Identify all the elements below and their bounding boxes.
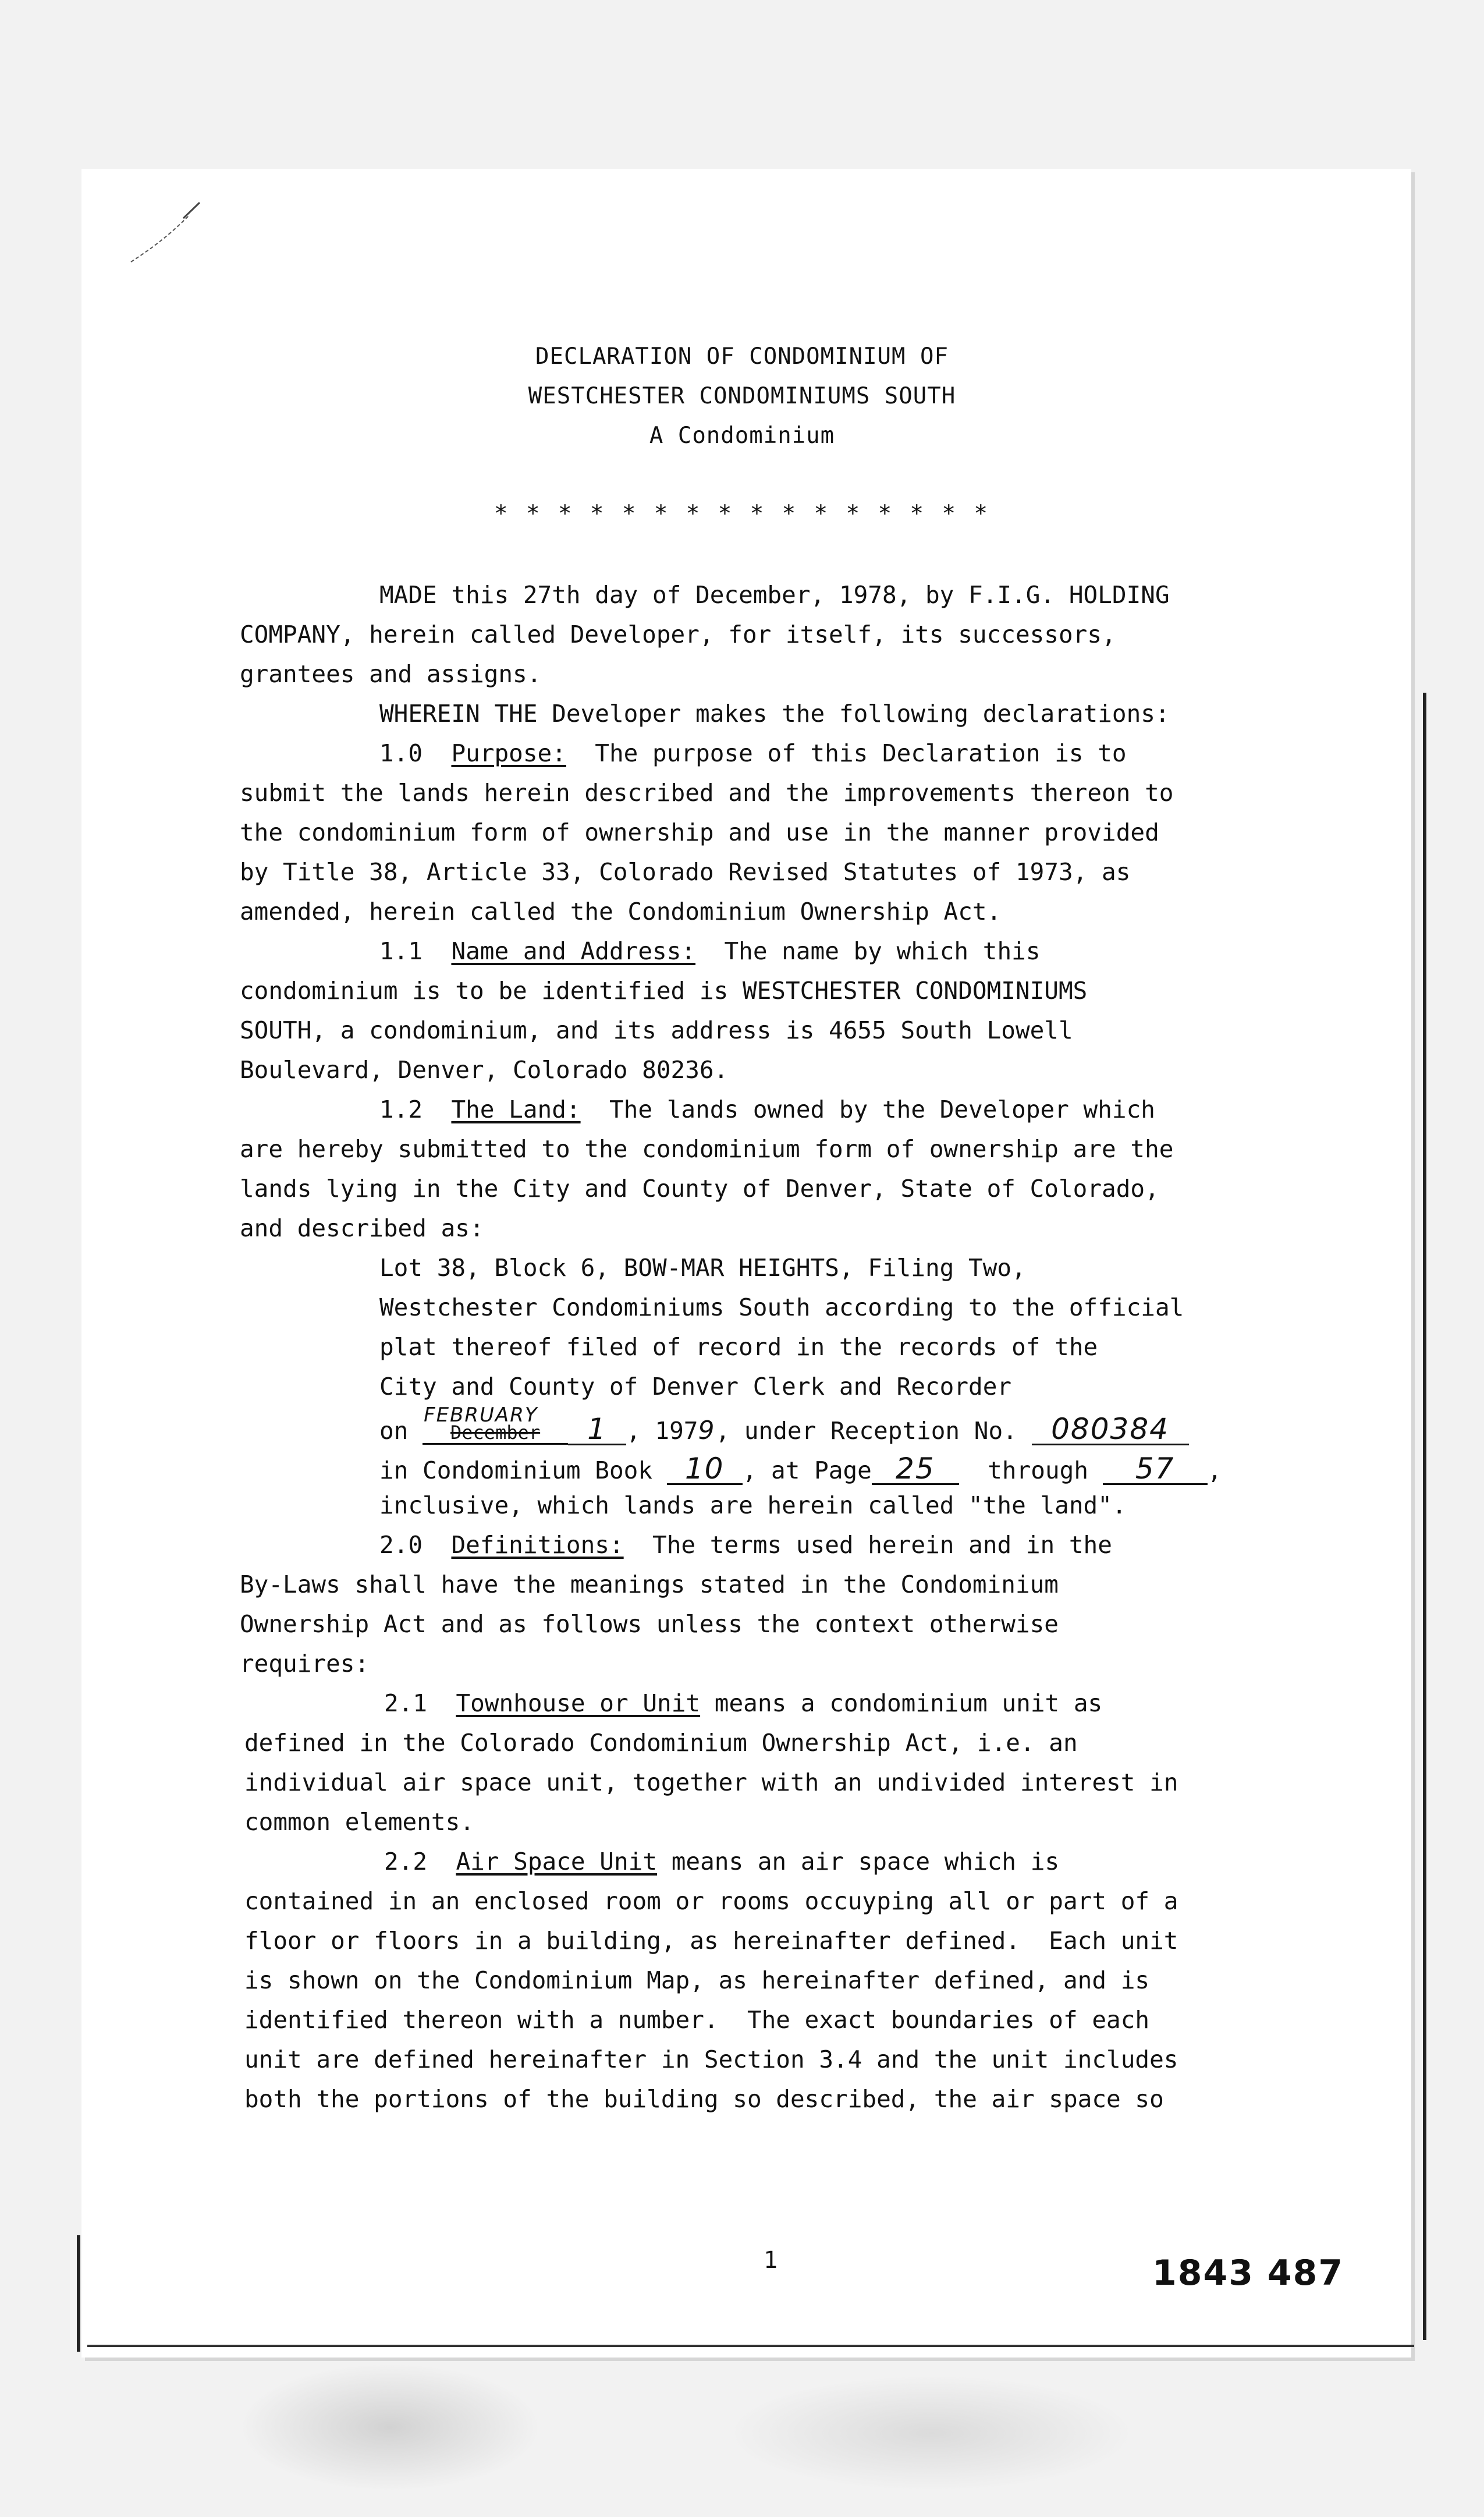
body-line: both the portions of the building so described, the air space so <box>244 2085 1164 2113</box>
body-line: Boulevard, Denver, Colorado 80236. <box>240 1056 729 1084</box>
section-1-0-heading-line: 1.0 Purpose: The purpose of this Declaration is to <box>379 739 1127 767</box>
book-page-line: in Condominium Book 10 , at Page 25 through 57 , <box>379 1452 1222 1486</box>
handwritten-day-field: 1 <box>568 1415 626 1445</box>
section-1-2-heading-line: 1.2 The Land: The lands owned by the Developer which <box>379 1096 1155 1123</box>
scan-smudge <box>239 2363 541 2491</box>
section-2-1-heading-line: 2.1 Townhouse or Unit means a condominium unit as <box>384 1689 1103 1717</box>
body-line: By-Laws shall have the meanings stated in the Condominium <box>240 1571 1059 1598</box>
page-number: 1 <box>764 2247 778 2274</box>
body-line: SOUTH, a condominium, and its address is 4655 South Lowell <box>240 1016 1073 1044</box>
body-line: MADE this 27th day of December, 1978, by F.I.G. HOLDING <box>379 581 1170 609</box>
body-line: common elements. <box>244 1808 474 1836</box>
legal-description-line: Westchester Condominiums South according to the official <box>379 1293 1184 1321</box>
body-line: Ownership Act and as follows unless the context otherwise <box>240 1610 1059 1638</box>
body-line: submit the lands herein described and the improvements thereon to <box>240 779 1174 807</box>
body-line: condominium is to be identified is WESTCHESTER CONDOMINIUMS <box>240 977 1088 1005</box>
body-line: is shown on the Condominium Map, as hereinafter defined, and is <box>244 1966 1150 1994</box>
body-line: inclusive, which lands are herein called "the land". <box>379 1491 1127 1519</box>
body-line: requires: <box>240 1650 370 1678</box>
body-line: defined in the Colorado Condominium Ownership Act, i.e. an <box>244 1729 1078 1757</box>
pen-mark-icon <box>125 198 212 268</box>
body-line: and described as: <box>240 1214 484 1242</box>
handwritten-page-number: 25 <box>872 1454 959 1485</box>
section-1-1-heading-line: 1.1 Name and Address: The name by which this <box>379 937 1041 965</box>
handwritten-year-digit: 9 <box>698 1416 716 1445</box>
scan-edge-line <box>77 2235 80 2352</box>
section-heading: The Land: <box>451 1096 581 1123</box>
document-title: DECLARATION OF CONDOMINIUM OF <box>535 343 949 370</box>
body-line: amended, herein called the Condominium Ownership Act. <box>240 898 1002 926</box>
body-line: identified thereon with a number. The exact boundaries of each <box>244 2006 1150 2034</box>
scan-edge-line <box>87 2345 1414 2347</box>
body-line: contained in an enclosed room or rooms occuyping all or part of a <box>244 1887 1178 1915</box>
legal-description-line: Lot 38, Block 6, BOW-MAR HEIGHTS, Filing Two, <box>379 1254 1026 1282</box>
section-heading: Purpose: <box>451 739 566 767</box>
legal-description-line: City and County of Denver Clerk and Recorder <box>379 1373 1012 1401</box>
section-heading: Definitions: <box>451 1531 624 1559</box>
section-heading: Townhouse or Unit <box>456 1689 701 1717</box>
body-line: WHEREIN THE Developer makes the following declarations: <box>379 700 1170 728</box>
body-line: COMPANY, herein called Developer, for itself, its successors, <box>240 621 1116 648</box>
body-line: the condominium form of ownership and use in the manner provided <box>240 818 1159 846</box>
document-subtitle: A Condominium <box>649 423 835 449</box>
body-line: are hereby submitted to the condominium form of ownership are the <box>240 1135 1174 1163</box>
handwritten-month-field: FEBRUARY December <box>423 1419 568 1445</box>
section-2-0-heading-line: 2.0 Definitions: The terms used herein and in the <box>379 1531 1112 1559</box>
handwritten-book-number: 10 <box>667 1454 743 1485</box>
body-line: lands lying in the City and County of Denver, State of Colorado, <box>240 1175 1159 1203</box>
asterisk-divider: * * * * * * * * * * * * * * * * <box>494 501 990 527</box>
document-title: WESTCHESTER CONDOMINIUMS SOUTH <box>528 383 956 409</box>
section-2-2-heading-line: 2.2 Air Space Unit means an air space which is <box>384 1848 1060 1876</box>
scan-edge-line <box>1423 693 1426 2340</box>
scan-smudge <box>727 2375 1135 2491</box>
recording-stamp: 1843 487 <box>1152 2253 1344 2293</box>
section-heading: Name and Address: <box>451 937 696 965</box>
section-heading: Air Space Unit <box>456 1848 658 1876</box>
body-line: floor or floors in a building, as hereinafter defined. Each unit <box>244 1927 1178 1955</box>
struck-month: December <box>450 1421 541 1444</box>
body-line: by Title 38, Article 33, Colorado Revised Statutes of 1973, as <box>240 858 1131 886</box>
recording-date-line: on FEBRUARY December 1 , 1979, under Reception No. 080384 <box>379 1415 1189 1445</box>
body-line: grantees and assigns. <box>240 660 542 688</box>
handwritten-reception-number: 080384 <box>1032 1415 1189 1445</box>
legal-description-line: plat thereof filed of record in the records of the <box>379 1333 1098 1361</box>
body-line: unit are defined hereinafter in Section 3.4 and the unit includes <box>244 2045 1178 2073</box>
body-line: individual air space unit, together with an undivided interest in <box>244 1768 1178 1796</box>
handwritten-through-page: 57 <box>1103 1454 1208 1485</box>
